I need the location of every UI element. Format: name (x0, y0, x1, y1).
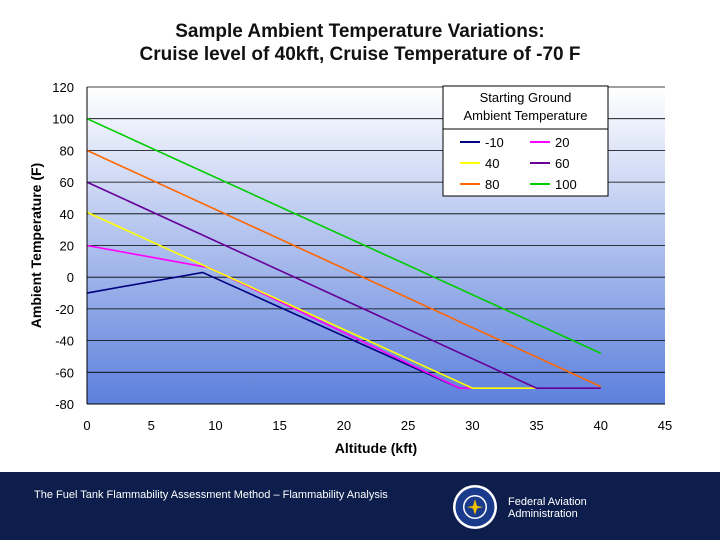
y-tick-label: 120 (52, 80, 74, 95)
y-tick-label: -40 (55, 333, 74, 349)
y-tick-label: 100 (52, 111, 74, 127)
y-tick-label: 80 (59, 143, 74, 159)
legend-title-line: Ambient Temperature (463, 108, 588, 123)
y-axis-title: Ambient Temperature (F) (28, 162, 44, 329)
y-tick-label: -80 (55, 397, 74, 412)
footer-caption: The Fuel Tank Flammability Assessment Method – Flammability Analysis (34, 489, 388, 501)
y-tick-label: -20 (55, 301, 74, 317)
y-tick-label: 20 (59, 238, 74, 254)
chart-subtitle: Cruise level of 40kft, Cruise Temperature of -70 F (139, 44, 581, 65)
x-tick-label: 30 (465, 418, 480, 433)
agency-line-2: Administration (508, 508, 578, 520)
legend-label: 100 (555, 177, 577, 192)
footer-bar (0, 472, 720, 540)
y-tick-label: -60 (55, 365, 74, 381)
faa-seal-icon (452, 484, 498, 530)
legend-label: -10 (485, 135, 504, 150)
agency-line-1: Federal Aviation (508, 496, 587, 508)
legend-label: 40 (485, 156, 500, 171)
x-tick-label: 10 (208, 418, 223, 433)
agency-name (508, 496, 587, 520)
x-tick-label: 20 (336, 418, 352, 433)
y-tick-label: 0 (66, 270, 74, 286)
x-tick-label: 40 (593, 418, 609, 433)
x-tick-label: 5 (147, 418, 155, 433)
legend-title-line: Starting Ground (479, 90, 572, 105)
x-tick-label: 15 (272, 418, 287, 433)
y-tick-label: 60 (59, 175, 74, 191)
legend-label: 20 (555, 135, 570, 150)
x-tick-label: 0 (83, 418, 91, 433)
legend-label: 80 (485, 177, 500, 192)
x-axis-title: Altitude (kft) (334, 440, 418, 456)
y-tick-label: 40 (59, 206, 74, 222)
chart-title: Sample Ambient Temperature Variations: (175, 21, 545, 42)
x-tick-label: 25 (400, 418, 416, 433)
x-tick-label: 45 (657, 418, 673, 433)
legend-label: 60 (555, 156, 570, 171)
x-tick-label: 35 (529, 418, 544, 433)
